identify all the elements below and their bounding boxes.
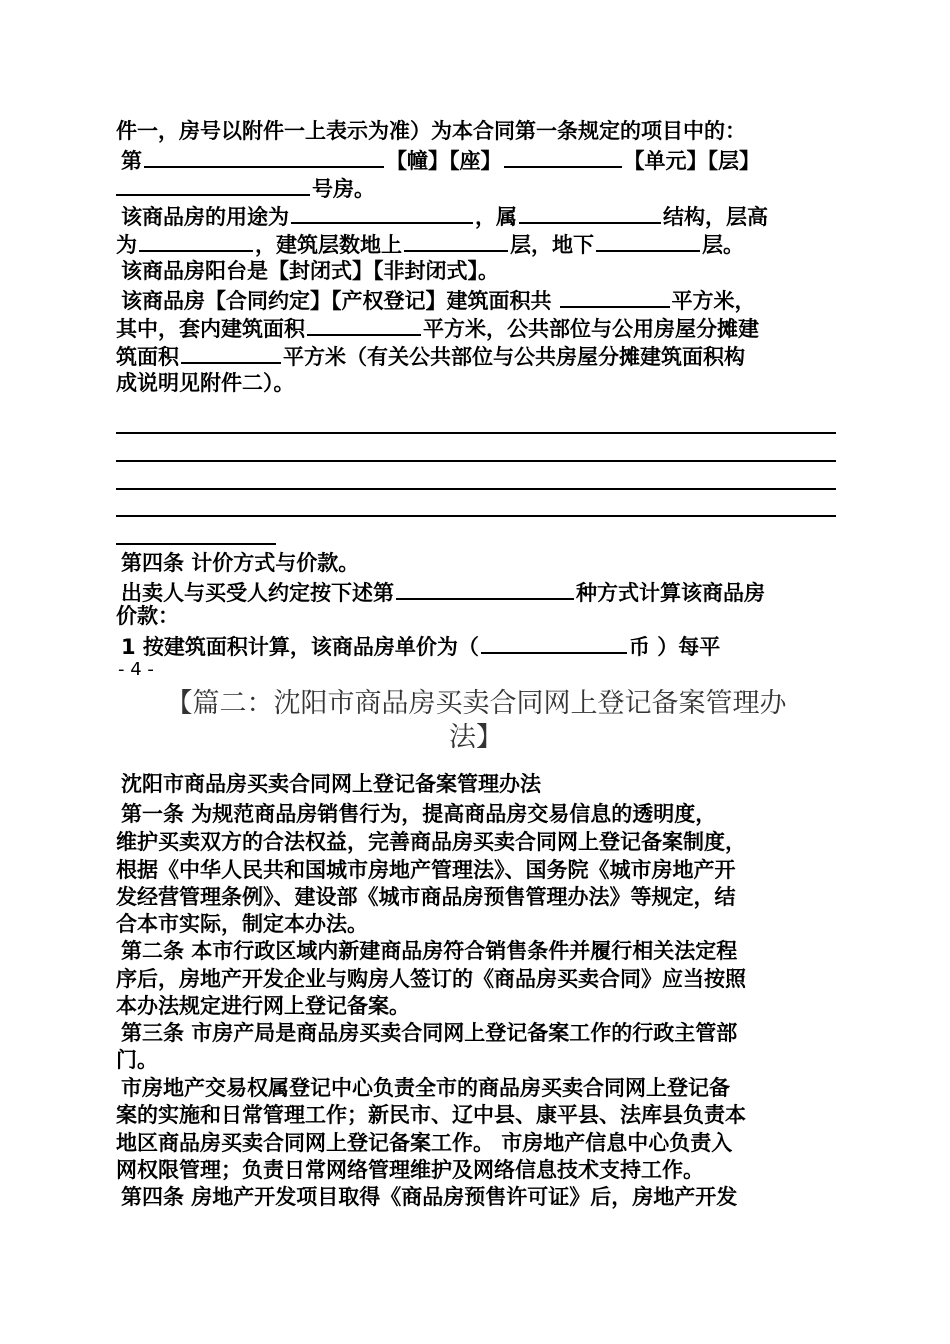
text: 层，地下 <box>510 233 594 257</box>
paragraph-line: 第四条 房地产开发项目取得《商品房预售许可证》后，房地产开发 <box>121 1185 738 1209</box>
text: 【单元】【层】 <box>623 149 760 173</box>
text: 该商品房的用途为 <box>121 205 289 229</box>
blank-line <box>116 515 836 517</box>
paragraph-line: 发经营管理条例》、建设部《城市商品房预售管理办法》等规定，结 <box>116 885 736 909</box>
contract-line <box>121 578 765 606</box>
contract-line <box>116 174 375 202</box>
blank-field <box>181 342 281 364</box>
blank-line <box>116 543 276 545</box>
contract-line <box>116 230 744 258</box>
blank-field <box>139 230 253 252</box>
text: 该商品房阳台是【封闭式】【非封闭式】。 <box>121 259 499 283</box>
paragraph-line: 案的实施和日常管理工作；新民市、辽中县、康平县、法库县负责本 <box>116 1103 746 1127</box>
paragraph-line: 门。 <box>116 1048 158 1072</box>
contract-line <box>121 286 756 314</box>
text: 该商品房【合同约定】【产权登记】建筑面积共 <box>121 289 552 313</box>
text: 平方米，公共部位与公用房屋分摊建 <box>423 317 759 341</box>
section-heading <box>116 687 836 721</box>
paragraph-line: 市房地产交易权属登记中心负责全市的商品房买卖合同网上登记备 <box>121 1076 730 1100</box>
text: 件一，房号以附件一上表示为准）为本合同第一条规定的项目中的： <box>116 119 746 143</box>
document-title <box>121 771 541 797</box>
text: 其中，套内建筑面积 <box>116 317 305 341</box>
text: 【篇二：沈阳市商品房买卖合同网上登记备案管理办 <box>165 688 787 719</box>
page-number: - 4 - <box>118 659 154 680</box>
contract-line <box>121 146 760 174</box>
contract-line <box>116 118 746 144</box>
paragraph-line: 合本市实际，制定本办法。 <box>116 912 368 936</box>
text: 【幢】【座】 <box>386 149 502 173</box>
contract-line <box>116 314 759 342</box>
paragraph-line: 本办法规定进行网上登记备案。 <box>116 994 410 1018</box>
paragraph-line: 序后，房地产开发企业与购房人签订的《商品房买卖合同》应当按照 <box>116 967 746 991</box>
text: 平方米（有关公共部位与公共房屋分摊建筑面积构 <box>283 345 745 369</box>
contract-line <box>116 603 179 629</box>
text: 号房。 <box>312 177 375 201</box>
blank-line <box>116 432 836 434</box>
paragraph-line: 维护买卖双方的合法权益，完善商品房买卖合同网上登记备案制度， <box>116 830 746 854</box>
text: 层。 <box>702 233 744 257</box>
text: 种方式计算该商品房 <box>576 581 765 605</box>
text: 法】 <box>449 722 503 753</box>
text: 成说明见附件二）。 <box>116 371 295 395</box>
blank-field <box>144 146 384 168</box>
blank-line <box>116 488 836 490</box>
contract-line <box>116 342 745 370</box>
blank-field <box>404 230 508 252</box>
blank-field <box>481 632 627 654</box>
text: ，属 <box>475 205 517 229</box>
paragraph-line: 第二条 本市行政区域内新建商品房符合销售条件并履行相关法定程 <box>121 939 738 963</box>
blank-field <box>519 202 661 224</box>
text: 1 按建筑面积计算，该商品房单价为（ <box>121 635 479 659</box>
text: 第 <box>121 149 142 173</box>
text: 结构，层高 <box>663 205 768 229</box>
text: 平方米， <box>671 289 756 313</box>
text: 沈阳市商品房买卖合同网上登记备案管理办法 <box>121 772 541 796</box>
paragraph-line: 根据《中华人民共和国城市房地产管理法》、国务院《城市房地产开 <box>116 858 736 882</box>
paragraph-line: 网权限管理；负责日常网络管理维护及网络信息技术支持工作。 <box>116 1158 704 1182</box>
contract-line <box>121 202 768 230</box>
section-heading <box>116 721 836 755</box>
paragraph-line: 地区商品房买卖合同网上登记备案工作。 市房地产信息中心负责入 <box>116 1131 733 1155</box>
text: 出卖人与买受人约定按下述第 <box>121 581 394 605</box>
text: 第四条 计价方式与价款。 <box>121 551 360 575</box>
blank-field <box>560 286 670 308</box>
text: 价款： <box>116 604 179 628</box>
text: ，建筑层数地上 <box>255 233 402 257</box>
article-4-title <box>121 550 359 576</box>
blank-field <box>396 578 574 600</box>
blank-line <box>116 460 836 462</box>
contract-line <box>116 370 295 396</box>
paragraph-line: 第三条 市房产局是商品房买卖合同网上登记备案工作的行政主管部 <box>121 1021 738 1045</box>
blank-field <box>116 174 310 196</box>
blank-field <box>596 230 700 252</box>
contract-line <box>121 258 499 284</box>
blank-field <box>504 146 622 168</box>
text: 为 <box>116 233 137 257</box>
text: 币 ）每平 <box>628 635 721 659</box>
blank-field <box>307 314 421 336</box>
paragraph-line: 第一条 为规范商品房销售行为，提高商品房交易信息的透明度， <box>121 802 717 826</box>
blank-field <box>291 202 473 224</box>
contract-line <box>121 632 720 660</box>
text: 筑面积 <box>116 345 179 369</box>
